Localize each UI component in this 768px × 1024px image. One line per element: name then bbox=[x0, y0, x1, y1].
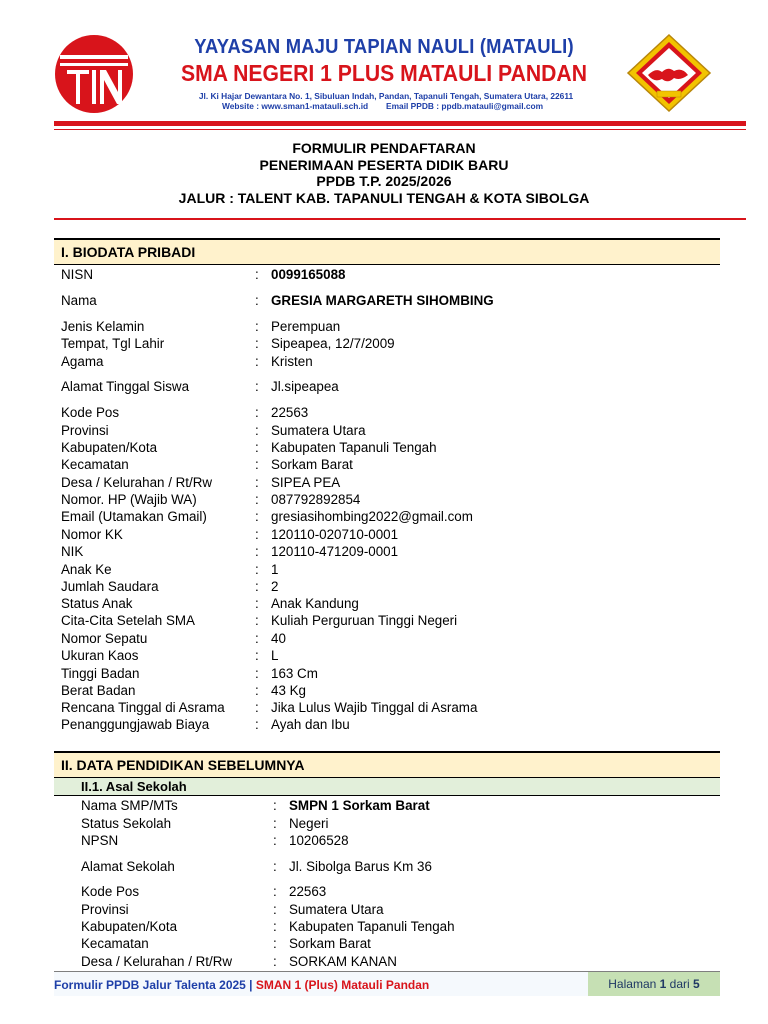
field-label: Agama bbox=[61, 354, 104, 369]
field-label: Kabupaten/Kota bbox=[61, 440, 158, 455]
field-colon: : bbox=[273, 936, 277, 951]
field-value: Kabupaten Tapanuli Tengah bbox=[271, 440, 437, 455]
field-value: Negeri bbox=[289, 816, 329, 831]
field-value: L bbox=[271, 648, 279, 663]
field-colon: : bbox=[255, 579, 259, 594]
form-row bbox=[0, 404, 768, 422]
form-row bbox=[0, 561, 768, 579]
field-colon: : bbox=[273, 902, 277, 917]
form-row bbox=[0, 918, 768, 936]
form-row bbox=[0, 378, 768, 396]
field-label: Desa / Kelurahan / Rt/Rw bbox=[81, 954, 233, 969]
header-rule-thin bbox=[54, 129, 746, 130]
form-row bbox=[0, 543, 768, 561]
field-label: Alamat Sekolah bbox=[81, 859, 175, 874]
field-label: NPSN bbox=[81, 833, 119, 848]
school-address: Jl. Ki Hajar Dewantara No. 1, Sibuluan Indah, Pandan, Tapanuli Tengah, Sumatera Utara, 22611 bbox=[198, 91, 574, 101]
field-colon: : bbox=[273, 859, 277, 874]
page-footer bbox=[54, 971, 720, 996]
field-label: Kecamatan bbox=[61, 457, 129, 472]
field-value: Sorkam Barat bbox=[289, 936, 371, 951]
field-label: Anak Ke bbox=[61, 562, 112, 577]
field-label: Nomor KK bbox=[61, 527, 123, 542]
form-title: FORMULIR PENDAFTARAN bbox=[292, 140, 476, 156]
form-row bbox=[0, 858, 768, 876]
field-value: 43 Kg bbox=[271, 683, 306, 698]
field-label: Kabupaten/Kota bbox=[81, 919, 178, 934]
field-value: Perempuan bbox=[271, 319, 341, 334]
form-row bbox=[0, 456, 768, 474]
field-value: 22563 bbox=[289, 884, 327, 899]
field-value: Kristen bbox=[271, 354, 313, 369]
field-label: NISN bbox=[61, 267, 93, 282]
form-row bbox=[0, 508, 768, 526]
form-row bbox=[0, 647, 768, 665]
form-row bbox=[0, 353, 768, 371]
field-value: 120110-471209-0001 bbox=[271, 544, 399, 559]
field-value: gresiasihombing2022@gmail.com bbox=[271, 509, 473, 524]
form-row bbox=[0, 422, 768, 440]
form-row bbox=[0, 630, 768, 648]
field-colon: : bbox=[255, 492, 259, 507]
field-label: Rencana Tinggal di Asrama bbox=[61, 700, 225, 715]
field-label: Status Anak bbox=[61, 596, 133, 611]
field-colon: : bbox=[255, 683, 259, 698]
website-text[interactable]: Website : www.sman1-matauli.sch.id bbox=[222, 101, 369, 111]
field-label: NIK bbox=[61, 544, 84, 559]
field-label: Nama SMP/MTs bbox=[81, 798, 178, 813]
field-label: Nomor Sepatu bbox=[61, 631, 148, 646]
field-colon: : bbox=[255, 509, 259, 524]
field-label: Cita-Cita Setelah SMA bbox=[61, 613, 195, 628]
form-row bbox=[0, 318, 768, 336]
field-colon: : bbox=[273, 816, 277, 831]
field-value: SIPEA PEA bbox=[271, 475, 341, 490]
field-value: Jl.sipeapea bbox=[271, 379, 339, 394]
field-value: 1 bbox=[271, 562, 279, 577]
form-row bbox=[0, 682, 768, 700]
form-row bbox=[0, 474, 768, 492]
title-rule bbox=[54, 218, 746, 220]
footer-form-label bbox=[54, 978, 429, 992]
field-value: Jika Lulus Wajib Tinggal di Asrama bbox=[271, 700, 478, 715]
foundation-name: YAYASAN MAJU TAPIAN NAULI (MATAULI) bbox=[194, 36, 574, 58]
field-label: Alamat Tinggal Siswa bbox=[61, 379, 190, 394]
form-row bbox=[0, 832, 768, 850]
field-value: SORKAM KANAN bbox=[289, 954, 397, 969]
field-value: 10206528 bbox=[289, 833, 349, 848]
footer-separator: | bbox=[245, 978, 256, 992]
page-current: 1 bbox=[659, 977, 667, 991]
form-row bbox=[0, 595, 768, 613]
form-row bbox=[0, 901, 768, 919]
field-colon: : bbox=[255, 379, 259, 394]
form-row bbox=[0, 491, 768, 509]
page-indicator bbox=[588, 972, 720, 996]
field-label: Berat Badan bbox=[61, 683, 136, 698]
field-value: 0099165088 bbox=[271, 267, 346, 282]
footer-form-name: Formulir PPDB Jalur Talenta 2025 bbox=[54, 978, 246, 992]
form-row bbox=[0, 266, 768, 284]
field-colon: : bbox=[273, 919, 277, 934]
field-label: Nama bbox=[61, 293, 97, 308]
field-value: 120110-020710-0001 bbox=[271, 527, 399, 542]
field-colon: : bbox=[255, 457, 259, 472]
field-colon: : bbox=[255, 267, 259, 282]
admission-track: JALUR : TALENT KAB. TAPANULI TENGAH & KOTA SIBOLGA bbox=[178, 189, 590, 206]
field-colon: : bbox=[255, 544, 259, 559]
form-row bbox=[0, 439, 768, 457]
form-row bbox=[0, 883, 768, 901]
field-value: Sorkam Barat bbox=[271, 457, 353, 472]
field-value: GRESIA MARGARETH SIHOMBING bbox=[271, 293, 494, 308]
field-label: Provinsi bbox=[81, 902, 129, 917]
form-row bbox=[0, 335, 768, 353]
field-value: 22563 bbox=[271, 405, 309, 420]
academic-year: PPDB T.P. 2025/2026 bbox=[316, 173, 452, 189]
form-row bbox=[0, 612, 768, 630]
school-name: SMA NEGERI 1 PLUS MATAULI PANDAN bbox=[181, 60, 587, 86]
field-colon: : bbox=[273, 884, 277, 899]
field-colon: : bbox=[255, 527, 259, 542]
section-biodata-header: I. BIODATA PRIBADI bbox=[54, 238, 720, 265]
field-value: 2 bbox=[271, 579, 279, 594]
field-colon: : bbox=[255, 319, 259, 334]
header-rule-thick bbox=[54, 121, 746, 126]
form-row bbox=[0, 699, 768, 717]
field-label: Kode Pos bbox=[61, 405, 120, 420]
field-label: Tempat, Tgl Lahir bbox=[61, 336, 165, 351]
form-row bbox=[0, 578, 768, 596]
subsection-origin-school: II.1. Asal Sekolah bbox=[54, 778, 720, 796]
form-subtitle: PENERIMAAN PESERTA DIDIK BARU bbox=[259, 156, 509, 173]
form-title-block bbox=[0, 140, 768, 206]
field-colon: : bbox=[255, 613, 259, 628]
field-colon: : bbox=[273, 954, 277, 969]
form-row bbox=[0, 935, 768, 953]
footer-school-name: SMAN 1 (Plus) Matauli Pandan bbox=[255, 978, 430, 992]
form-row bbox=[0, 665, 768, 683]
field-colon: : bbox=[255, 631, 259, 646]
field-label: Provinsi bbox=[61, 423, 109, 438]
field-value: SMPN 1 Sorkam Barat bbox=[289, 798, 430, 813]
field-colon: : bbox=[255, 423, 259, 438]
section-education-header: II. DATA PENDIDIKAN SEBELUMNYA bbox=[54, 751, 720, 778]
form-row bbox=[0, 716, 768, 734]
field-value: Kuliah Perguruan Tinggi Negeri bbox=[271, 613, 458, 628]
field-value: 087792892854 bbox=[271, 492, 361, 507]
page-of: dari bbox=[669, 977, 690, 991]
field-label: Desa / Kelurahan / Rt/Rw bbox=[61, 475, 213, 490]
field-colon: : bbox=[255, 666, 259, 681]
field-colon: : bbox=[255, 562, 259, 577]
field-value: Jl. Sibolga Barus Km 36 bbox=[289, 859, 432, 874]
field-label: Penanggungjawab Biaya bbox=[61, 717, 210, 732]
field-label: Status Sekolah bbox=[81, 816, 172, 831]
field-colon: : bbox=[255, 293, 259, 308]
form-row bbox=[0, 953, 768, 971]
field-value: Sumatera Utara bbox=[271, 423, 366, 438]
page-label: Halaman bbox=[608, 977, 657, 991]
field-colon: : bbox=[255, 336, 259, 351]
form-row bbox=[0, 292, 768, 310]
field-colon: : bbox=[255, 596, 259, 611]
field-colon: : bbox=[273, 833, 277, 848]
field-label: Jenis Kelamin bbox=[61, 319, 145, 334]
field-label: Jumlah Saudara bbox=[61, 579, 159, 594]
field-label: Ukuran Kaos bbox=[61, 648, 139, 663]
field-colon: : bbox=[255, 648, 259, 663]
email-text[interactable]: Email PPDB : ppdb.matauli@gmail.com bbox=[386, 101, 544, 111]
field-value: 40 bbox=[271, 631, 286, 646]
field-label: Tinggi Badan bbox=[61, 666, 140, 681]
field-value: 163 Cm bbox=[271, 666, 318, 681]
form-row bbox=[0, 797, 768, 815]
field-colon: : bbox=[255, 717, 259, 732]
field-value: Anak Kandung bbox=[271, 596, 359, 611]
field-label: Kecamatan bbox=[81, 936, 149, 951]
page-total: 5 bbox=[693, 977, 700, 991]
form-row bbox=[0, 815, 768, 833]
field-colon: : bbox=[273, 798, 277, 813]
field-colon: : bbox=[255, 700, 259, 715]
field-value: Sumatera Utara bbox=[289, 902, 384, 917]
field-colon: : bbox=[255, 405, 259, 420]
field-label: Email (Utamakan Gmail) bbox=[61, 509, 207, 524]
field-colon: : bbox=[255, 475, 259, 490]
field-colon: : bbox=[255, 354, 259, 369]
field-value: Kabupaten Tapanuli Tengah bbox=[289, 919, 455, 934]
field-label: Kode Pos bbox=[81, 884, 140, 899]
field-label: Nomor. HP (Wajib WA) bbox=[61, 492, 197, 507]
regency-emblem bbox=[626, 33, 712, 113]
field-value: Ayah dan Ibu bbox=[271, 717, 350, 732]
field-value: Sipeapea, 12/7/2009 bbox=[271, 336, 395, 351]
form-row bbox=[0, 526, 768, 544]
field-colon: : bbox=[255, 440, 259, 455]
